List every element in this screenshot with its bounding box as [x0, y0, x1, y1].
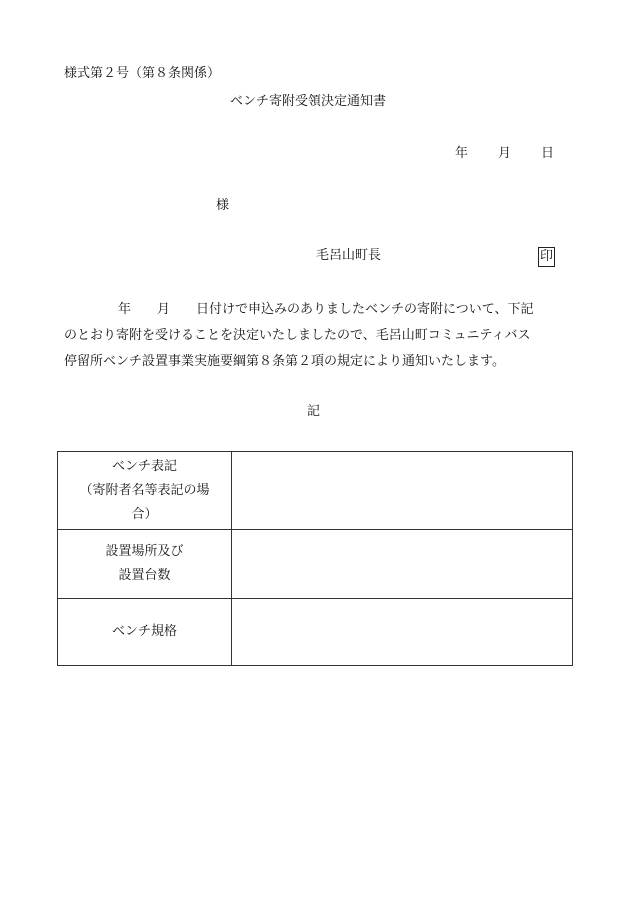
- table-row-spec: [58, 599, 573, 666]
- table-row-location: [58, 530, 573, 599]
- label-line: ベンチ表記: [111, 458, 177, 474]
- value-cell-bench-label[interactable]: [232, 452, 573, 530]
- value-cell-spec[interactable]: [232, 599, 573, 666]
- value-cell-location[interactable]: [232, 530, 573, 599]
- ki-heading: 記: [307, 404, 321, 419]
- body-line-3: 停留所ベンチ設置事業実施要綱第８条第２項の規定により通知いたします。: [64, 354, 505, 369]
- date-day: 日: [541, 146, 555, 161]
- detail-table: [57, 451, 573, 666]
- addressee-suffix: 様: [216, 198, 230, 213]
- body-line-1: 年 月 日付けで申込みのありましたベンチの寄附について、下記: [118, 302, 534, 317]
- label-line: ベンチ規格: [111, 624, 177, 639]
- row-label-spec: [58, 599, 232, 666]
- date-line: [455, 146, 554, 162]
- document-title: ベンチ寄附受領決定通知書: [230, 94, 387, 109]
- row-label-location: [58, 530, 232, 599]
- body-line-2: のとおり寄附を受けることを決定いたしましたので、毛呂山町コミュニティバス: [64, 328, 531, 343]
- date-month: 月: [498, 146, 512, 161]
- seal-mark: 印: [538, 247, 555, 267]
- row-label-bench-label: [58, 452, 232, 530]
- label-line: （寄附者名等表記の場: [79, 482, 210, 498]
- date-year: 年: [455, 146, 469, 161]
- label-line: 設置台数: [118, 568, 171, 583]
- label-line: 設置場所及び: [105, 544, 184, 559]
- form-number: 様式第２号（第８条関係）: [64, 66, 221, 81]
- issuer: 毛呂山町長: [316, 248, 382, 263]
- label-line: 合）: [131, 506, 158, 522]
- table-row-bench-label: [58, 452, 573, 530]
